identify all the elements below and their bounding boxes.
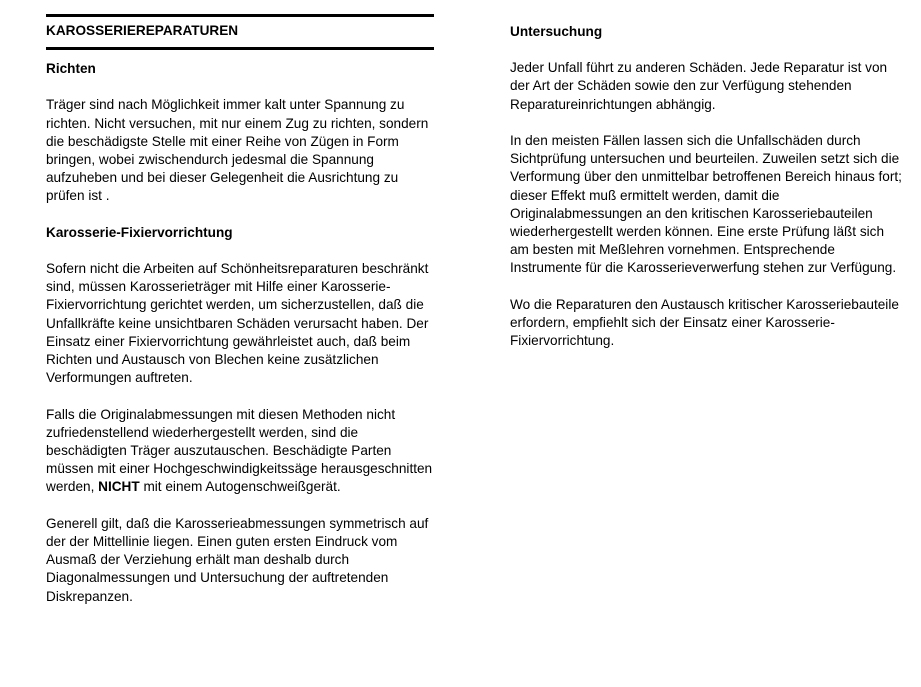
paragraph-fixiervorrichtung-2 <box>46 406 434 497</box>
paragraph-richten: Träger sind nach Möglichkeit immer kalt unter Spannung zu richten. Nicht versuchen, mit nur einem Zug zu richten, sondern die beschädigste Stelle mit einer Reihe von Zügen in Form bringen, wobei zwischendurch jedesmal die Spannung aufzuheben und bei dieser Gelegenheit die Ausrichtung zu prüfen ist . <box>46 97 429 204</box>
page-header-title: KAROSSERIEREPARATUREN <box>46 14 434 50</box>
paragraph-untersuchung-3: Wo die Reparaturen den Austausch kritischer Karosseriebauteile erfordern, empfiehlt sich der Einsatz einer Karosserie-Fixiervorrichtung. <box>510 296 899 349</box>
section-heading-richten: Richten <box>46 61 96 77</box>
right-column <box>510 23 902 369</box>
paragraph-fixiervorrichtung-1: Sofern nicht die Arbeiten auf Schönheitsreparaturen beschränkt sind, müssen Karosserieträger mit Hilfe einer Karosserie-Fixiervorrichtung gerichtet werden, um sicherzustellen, daß die Unfallkräfte keine unsichtbaren Schäden verursacht haben. Der Einsatz einer Fixiervorrichtung gewährleistet auch, daß beim Richten und Austausch von Blechen keine zusätzlichen Verformungen auftreten. <box>46 261 429 386</box>
emphasis-nicht: NICHT <box>98 479 140 495</box>
paragraph-untersuchung-2: In den meisten Fällen lassen sich die Unfallschäden durch Sichtprüfung untersuchen und beurteilen. Zuweilen setzt sich die Verformung über den unmittelbar betroffenen Bereich hinaus fort; dieser Effekt muß ermittelt werden, damit die Originalabmessungen an den kritischen Karosseriebauteilen wiederhergestellt werden können. Eine erste Prüfung läßt sich am besten mit Meßlehren vornehmen. Entsprechende Instrumente für die Karosserieverwerfung stehen zur Verfügung. <box>510 133 902 276</box>
paragraph-text: mit einem Autogenschweißgerät. <box>139 479 341 495</box>
paragraph-text: Falls die Originalabmessungen mit diesen Methoden nicht zufriedenstellend wiederhergestellt werden, sind die beschädigten Träger auszutauschen. Beschädigte Parten müssen mit einer Hochgeschwindigkeitssäge herausgeschnitten werden, <box>46 406 433 495</box>
section-heading-untersuchung: Untersuchung <box>510 24 603 39</box>
paragraph-untersuchung-1: Jeder Unfall führt zu anderen Schäden. Jede Reparatur ist von der Art der Schäden sowie den zur Verfügung stehenden Reparatureinrichtungen abhängig. <box>510 60 888 112</box>
left-column <box>46 14 434 624</box>
paragraph-fixiervorrichtung-3: Generell gilt, daß die Karosserieabmessungen symmetrisch auf der der Mittellinie liegen. Einen guten ersten Eindruck vom Ausmaß der Verziehung erhält man deshalb durch Diagonalmessungen und Untersuchung der auftretenden Diskrepanzen. <box>46 515 429 604</box>
section-heading-fixiervorrichtung: Karosserie-Fixiervorrichtung <box>46 224 233 240</box>
